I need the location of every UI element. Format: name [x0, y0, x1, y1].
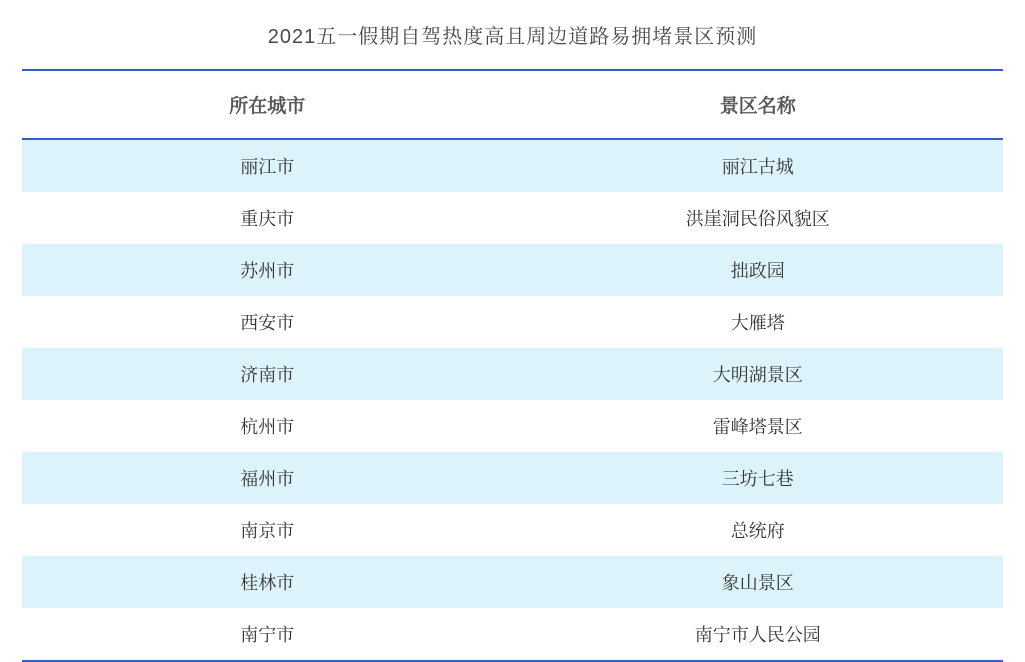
cell-spot: 大雁塔 [513, 296, 1004, 348]
cell-spot: 总统府 [513, 504, 1004, 556]
cell-city: 苏州市 [22, 244, 513, 296]
scenic-spot-table [22, 69, 1003, 662]
cell-spot: 雷峰塔景区 [513, 400, 1004, 452]
cell-spot: 象山景区 [513, 556, 1004, 608]
table-row [22, 192, 1003, 244]
table-row [22, 348, 1003, 400]
cell-city: 南京市 [22, 504, 513, 556]
page-title: 2021五一假期自驾热度高且周边道路易拥堵景区预测 [267, 26, 758, 48]
table-row [22, 556, 1003, 608]
table-container [22, 69, 1003, 662]
cell-spot: 南宁市人民公园 [513, 608, 1004, 661]
table-row [22, 296, 1003, 348]
column-header-spot: 景区名称 [513, 70, 1004, 139]
table-body [22, 139, 1003, 661]
cell-city: 丽江市 [22, 139, 513, 192]
cell-spot: 三坊七巷 [513, 452, 1004, 504]
table-row [22, 608, 1003, 661]
cell-city: 重庆市 [22, 192, 513, 244]
table-row [22, 504, 1003, 556]
table-row [22, 139, 1003, 192]
cell-spot: 洪崖洞民俗风貌区 [513, 192, 1004, 244]
cell-city: 南宁市 [22, 608, 513, 661]
column-header-city: 所在城市 [22, 70, 513, 139]
table-row [22, 452, 1003, 504]
table-header-row [22, 70, 1003, 139]
cell-city: 桂林市 [22, 556, 513, 608]
cell-city: 西安市 [22, 296, 513, 348]
table-row [22, 244, 1003, 296]
cell-city: 杭州市 [22, 400, 513, 452]
cell-spot: 丽江古城 [513, 139, 1004, 192]
cell-spot: 大明湖景区 [513, 348, 1004, 400]
table-header [22, 70, 1003, 139]
cell-city: 福州市 [22, 452, 513, 504]
table-row [22, 400, 1003, 452]
cell-city: 济南市 [22, 348, 513, 400]
cell-spot: 拙政园 [513, 244, 1004, 296]
